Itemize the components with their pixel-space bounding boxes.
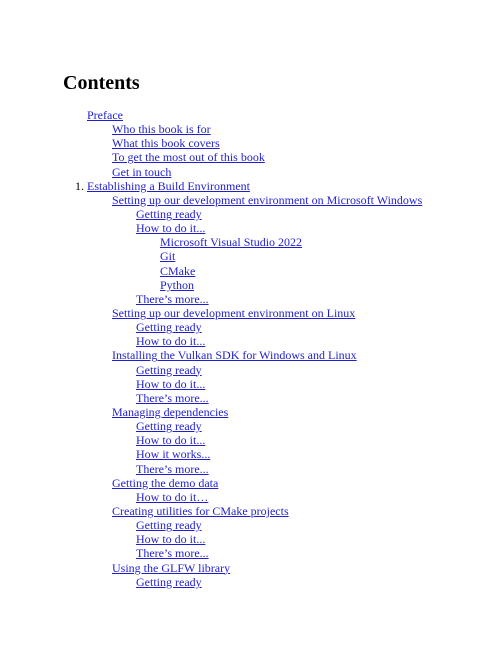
toc-link[interactable]: How it works... xyxy=(136,447,211,462)
toc-entry xyxy=(0,546,500,560)
toc-link[interactable]: Using the GLFW library xyxy=(112,560,231,575)
toc-link[interactable]: Installing the Vulkan SDK for Windows and Linux xyxy=(112,348,357,363)
toc-entry xyxy=(0,575,500,589)
toc-entry xyxy=(0,363,500,377)
toc-link[interactable]: How to do it... xyxy=(136,532,206,547)
toc-link[interactable]: There’s more... xyxy=(136,291,209,306)
toc-link[interactable]: Who this book is for xyxy=(112,122,211,137)
page-title: Contents xyxy=(63,72,140,94)
toc-entry xyxy=(0,532,500,546)
toc-link[interactable]: Getting ready xyxy=(136,206,202,221)
toc-entry xyxy=(0,108,500,122)
toc-link[interactable]: Getting ready xyxy=(136,518,202,533)
toc-entry xyxy=(0,150,500,164)
toc-entry xyxy=(0,518,500,532)
toc-link[interactable]: How to do it... xyxy=(136,334,206,349)
toc-link[interactable]: Getting ready xyxy=(136,419,202,434)
toc-entry xyxy=(0,193,500,207)
toc-link[interactable]: Getting ready xyxy=(136,362,202,377)
toc-entry xyxy=(0,334,500,348)
toc-link[interactable]: Get in touch xyxy=(112,164,172,179)
toc-entry-number: 1. xyxy=(75,178,84,193)
toc-entry xyxy=(0,221,500,235)
toc-link[interactable]: There’s more... xyxy=(136,390,209,405)
toc-link[interactable]: How to do it... xyxy=(136,221,206,236)
toc-entry xyxy=(0,278,500,292)
toc-entry xyxy=(0,207,500,221)
toc-entry xyxy=(0,504,500,518)
toc-link[interactable]: Microsoft Visual Studio 2022 xyxy=(160,235,303,250)
toc-link[interactable]: Getting ready xyxy=(136,574,202,589)
toc-entry xyxy=(0,433,500,447)
toc-link[interactable]: CMake xyxy=(160,263,196,278)
toc-entry xyxy=(0,235,500,249)
toc-entry xyxy=(0,447,500,461)
toc-link[interactable]: Getting ready xyxy=(136,320,202,335)
toc-link[interactable]: Preface xyxy=(87,108,123,122)
toc-entry xyxy=(0,391,500,405)
toc-link[interactable]: Git xyxy=(160,249,176,264)
toc-link[interactable]: How to do it… xyxy=(136,489,209,504)
toc-link[interactable]: How to do it... xyxy=(136,433,206,448)
toc-link[interactable]: To get the most out of this book xyxy=(112,150,265,165)
table-of-contents xyxy=(0,108,500,589)
toc-entry xyxy=(0,179,500,193)
toc-link[interactable]: There’s more... xyxy=(136,461,209,476)
toc-entry xyxy=(0,122,500,136)
toc-entry xyxy=(0,462,500,476)
toc-link[interactable]: There’s more... xyxy=(136,546,209,561)
toc-entry xyxy=(0,377,500,391)
toc-entry xyxy=(0,249,500,263)
toc-entry xyxy=(0,306,500,320)
toc-entry xyxy=(0,264,500,278)
toc-entry xyxy=(0,476,500,490)
toc-entry xyxy=(0,561,500,575)
toc-link[interactable]: Creating utilities for CMake projects xyxy=(112,503,289,518)
toc-entry xyxy=(0,136,500,150)
toc-entry xyxy=(0,292,500,306)
toc-link[interactable]: What this book covers xyxy=(112,136,220,151)
toc-link[interactable]: Managing dependencies xyxy=(112,404,229,419)
toc-link[interactable]: Setting up our development environment on Microsoft Windows xyxy=(112,192,423,207)
toc-entry xyxy=(0,490,500,504)
toc-entry xyxy=(0,165,500,179)
toc-link[interactable]: Setting up our development environment on Linux xyxy=(112,305,356,320)
toc-link[interactable]: Establishing a Build Environment xyxy=(87,178,250,193)
toc-link[interactable]: How to do it... xyxy=(136,376,206,391)
toc-link[interactable]: Getting the demo data xyxy=(112,475,219,490)
toc-link[interactable]: Python xyxy=(160,277,195,292)
toc-entry xyxy=(0,405,500,419)
toc-entry xyxy=(0,320,500,334)
toc-entry xyxy=(0,348,500,362)
toc-entry xyxy=(0,419,500,433)
